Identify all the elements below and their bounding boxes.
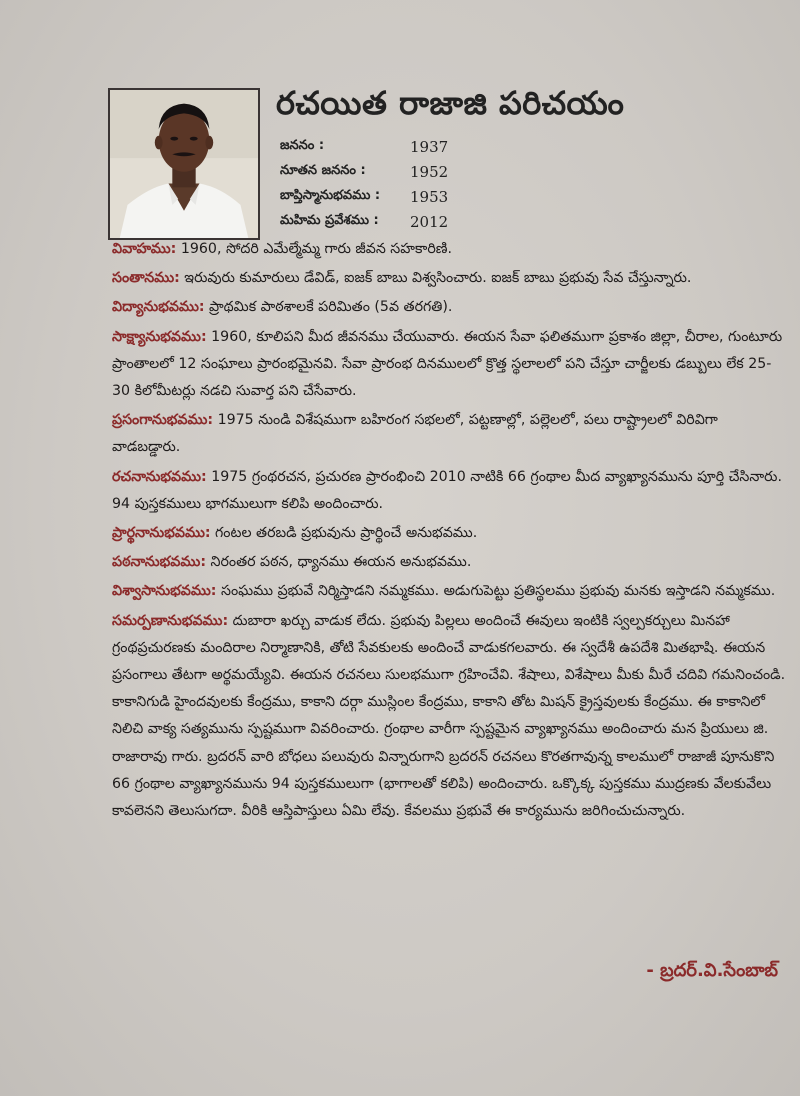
para-faith bbox=[112, 578, 788, 605]
date-row-new-birth bbox=[280, 159, 448, 184]
section-text: దుబారా ఖర్చు వాడుక లేదు. ప్రభువు పిల్లలు అందించే ఈవులు ఇంటికి స్వల్పకర్చులు మినహా గ్రంథప్రచురణకు మందిరాల నిర్మాణానికి, తోటి సేవకులకు అందించే వాడుకగలవారు. ఈ స్వదేశీ ఉపదేశి మితభాషి. ఈయన ప్రసంగాలు తేటగా అర్థమయ్యేవి. ఈయన రచనలు సులభముగా గ్రహించేవి. శేషాలు, విశేషాలు మీకు మీరే చదివి గమనించండి. కాకానిగుడి హైందవులకు కేంద్రము, కాకాని దర్గా ముస్లింల కేంద్రము, కాకాని తోట మిషన్ క్రైస్తవులకు కేంద్రము. ఈ కాకానిలో నిలిచి వాక్య సత్యమును స్పష్టముగా వివరించారు. గ్రంథాల వారీగా స్పష్టమైన వ్యాఖ్యానము అందించారు మన ప్రియులు జి. రాజారావు గారు. బ్రదరన్ వారి బోధలు పలువురు విన్నారుగాని బ్రదరన్ రచనలు కొరతగావున్న కాలములో రాజాజీ పూనుకొని 66 గ్రంథాల వ్యాఖ్యానమును 94 పుస్తకములుగా (భాగాలతో కలిపి) అందించారు. ఒక్కొక్క పుస్తకము ముద్రణకు వేలకువేలు కావలెనని తెలుసుగదా. వీరికి ఆస్తిపాస్తులు ఏమి లేవు. కేవలము ప్రభువే ఈ కార్యమును జరిగించుచున్నారు. bbox=[112, 612, 786, 820]
section-label: రచనానుభవము: bbox=[112, 468, 207, 485]
section-label: విద్యానుభవము: bbox=[112, 299, 205, 316]
author-signature: - బ్రదర్.వి.సేంబాబ్ bbox=[646, 960, 778, 981]
date-value: 1937 bbox=[410, 137, 449, 156]
section-label: సాక్ష్యానుభవము: bbox=[112, 328, 207, 345]
section-text: 1975 నుండి విశేషముగా బహిరంగ సభలలో, పట్టణాల్లో, పల్లెలలో, పలు రాష్ట్రాలలో విరివిగా వాడబడ్డారు. bbox=[112, 412, 718, 456]
section-label: సమర్పణానుభవము: bbox=[112, 612, 229, 629]
date-label: జననం : bbox=[280, 137, 325, 153]
date-value: 2012 bbox=[410, 212, 449, 231]
author-portrait-image bbox=[110, 90, 258, 238]
section-text: ఇరువురు కుమారులు డేవిడ్, ఐజక్ బాబు విశ్వసించారు. ఐజక్ బాబు ప్రభువు సేవ చేస్తున్నారు. bbox=[179, 270, 692, 287]
para-testimony bbox=[112, 324, 788, 406]
author-photo bbox=[108, 88, 260, 240]
date-label: బాప్తిస్మానుభవము : bbox=[280, 187, 381, 203]
section-text: 1960, సోదరి ఎమేల్మేమ్మ గారు జీవన సహకారిణి. bbox=[176, 241, 452, 257]
date-row-baptism bbox=[280, 184, 448, 209]
date-row-birth bbox=[280, 134, 448, 159]
para-reading bbox=[112, 549, 788, 576]
para-marriage bbox=[112, 236, 788, 263]
page-title: రచయిత రాజాజి పరిచయం bbox=[276, 84, 625, 122]
para-writing bbox=[112, 464, 788, 518]
date-label: మహిమ ప్రవేశము : bbox=[280, 212, 379, 228]
section-label: ప్రసంగానుభవము: bbox=[112, 412, 214, 429]
section-label: సంతానము: bbox=[112, 270, 180, 287]
date-value: 1952 bbox=[410, 162, 449, 181]
para-dedication bbox=[112, 608, 788, 826]
section-text: సంఘము ప్రభువే నిర్మిస్తాడని నమ్మకము. అడుగుపెట్టు ప్రతిస్థలము ప్రభువు మనకు ఇస్తాడని నమ్మకము. bbox=[216, 583, 776, 600]
section-text: నిరంతర పఠన, ధ్యానము ఈయన అనుభవము. bbox=[206, 554, 472, 571]
date-label: నూతన జననం : bbox=[280, 162, 366, 178]
para-education bbox=[112, 294, 788, 321]
biography-body bbox=[112, 236, 788, 825]
date-row-glory bbox=[280, 209, 448, 234]
section-label: పఠనానుభవము: bbox=[112, 554, 206, 571]
para-prayer bbox=[112, 520, 788, 547]
section-label: ప్రార్థనానుభవము: bbox=[112, 525, 211, 542]
life-dates bbox=[280, 134, 448, 234]
para-children bbox=[112, 265, 788, 292]
section-text: 1975 గ్రంథరచన, ప్రచురణ ప్రారంభించి 2010 నాటికి 66 గ్రంథాల మీద వ్యాఖ్యానమును పూర్తి చేసినారు. 94 పుస్తకములు భాగములుగా కలిపి అందించారు. bbox=[112, 468, 782, 512]
date-value: 1953 bbox=[410, 187, 449, 206]
section-text: ప్రాథమిక పాఠశాలకే పరిమితం (5వ తరగతి). bbox=[204, 299, 453, 316]
section-text: 1960, కూలిపని మీద జీవనము చేయువారు. ఈయన సేవా ఫలితముగా ప్రకాశం జిల్లా, చీరాల, గుంటూరు ప్రాంతాలలో 12 సంఘాలు ప్రారంభమైనవి. సేవా ప్రారంభ దినములలో క్రొత్త స్థలాలలో పని చేస్తూ చార్జీలకు డబ్బులు లేక 25-30 కిలోమీటర్లు నడచి సువార్త పని చేసేవారు. bbox=[112, 328, 783, 400]
section-text: గంటల తరబడి ప్రభువును ప్రార్థించే అనుభవము. bbox=[210, 525, 478, 542]
para-preaching bbox=[112, 407, 788, 461]
section-label: విశ్వాసానుభవము: bbox=[112, 583, 217, 600]
section-label: వివాహము: bbox=[112, 241, 177, 257]
